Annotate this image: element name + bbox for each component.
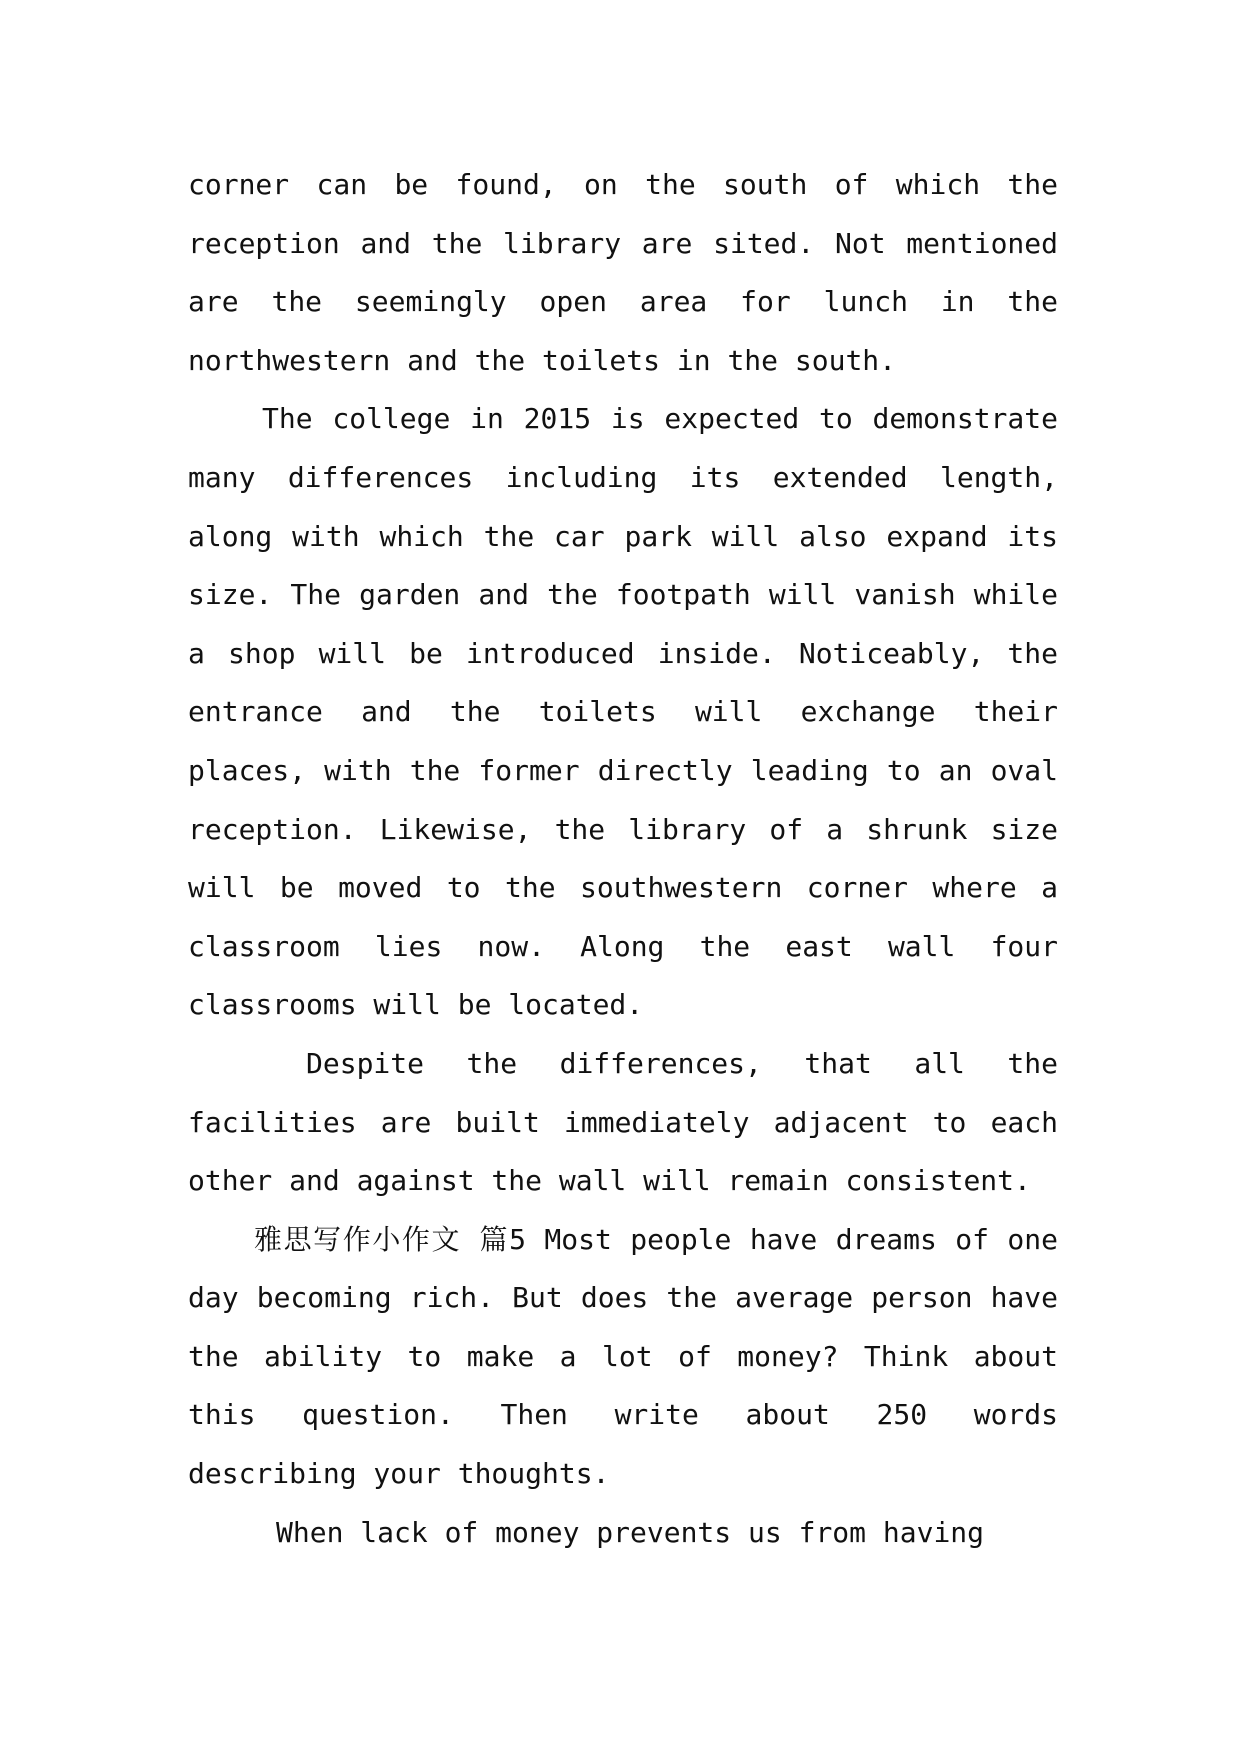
document-page	[188, 156, 1058, 1562]
paragraph-5: When lack of money prevents us from having	[276, 1515, 985, 1549]
paragraph-4: 雅思写作小作文 篇5 Most people have dreams of one day becoming rich. But does the average person have the ability to make a lot of money? Think about this question. Then write about 250 words describing your thoughts.	[188, 1222, 1058, 1491]
paragraph-1: corner can be found, on the south of which the reception and the library are sited. Not mentioned are the seemingly open area for lunch in the northwestern and the toilets in the south.	[188, 168, 1058, 377]
paragraph-3: Despite the differences, that all the facilities are built immediately adjacent to each other and against the wall will remain consistent.	[188, 1046, 1058, 1198]
paragraph-2: The college in 2015 is expected to demonstrate many differences including its extended length, along with which the car park will also expand its size. The garden and the footpath will vanish while a shop will be introduced inside. Noticeably, the entrance and the toilets will exchange their places, with the former directly leading to an oval reception. Likewise, the library of a shrunk size will be moved to the southwestern corner where a classroom lies now. Along the east wall four classrooms will be located.	[188, 402, 1058, 1022]
